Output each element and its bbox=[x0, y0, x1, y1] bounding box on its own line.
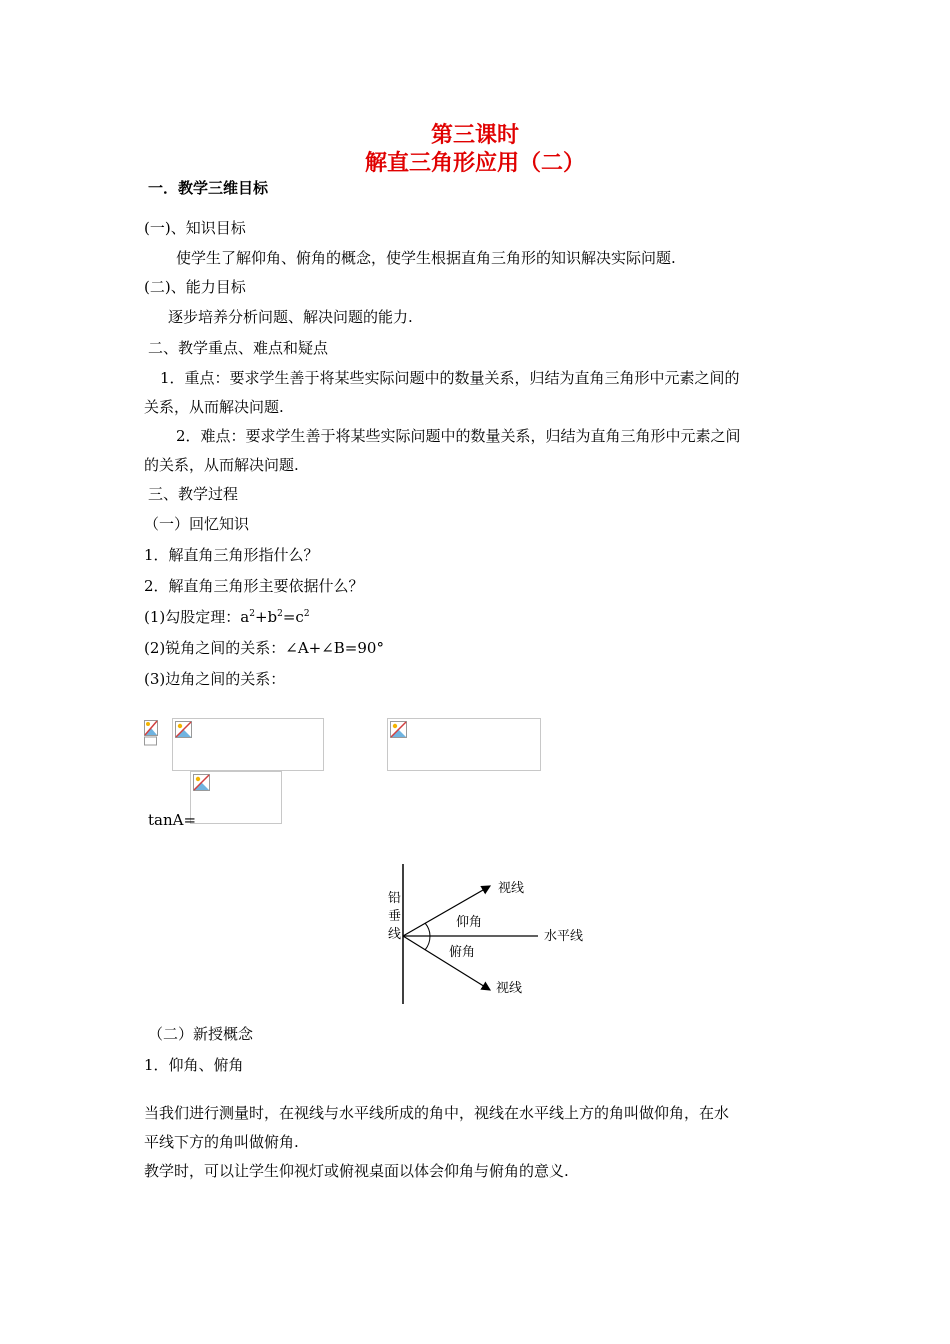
tan-label: tanA= bbox=[148, 811, 197, 829]
sight-line-down bbox=[403, 936, 490, 990]
new-concept-heading: （二）新授概念 bbox=[148, 1025, 254, 1043]
sight-label-bottom: 视线 bbox=[496, 981, 523, 996]
sight-label-top: 视线 bbox=[498, 881, 525, 896]
section3-heading: 三、教学过程 bbox=[148, 485, 239, 503]
formula-image-cosA bbox=[387, 718, 541, 771]
knowledge-text: 使学生了解仰角、俯角的概念，使学生根据直角三角形的知识解决实际问题. bbox=[176, 249, 676, 267]
difficulty-line1: 2．难点：要求学生善于将某些实际问题中的数量关系，归结为直角三角形中元素之间 bbox=[176, 427, 741, 445]
vertical-label-1: 铅 bbox=[388, 891, 402, 906]
title-line2: 解直三角形应用（二） bbox=[364, 151, 585, 176]
title-line1: 第三课时 bbox=[430, 123, 519, 148]
formula-image-sinA bbox=[172, 718, 324, 771]
broken-image-icon bbox=[144, 720, 160, 738]
side-angle-relation: (3)边角之间的关系： bbox=[144, 670, 286, 688]
key-point-line1: 1．重点：要求学生善于将某些实际问题中的数量关系，归结为直角三角形中元素之间的 bbox=[160, 369, 740, 387]
knowledge-heading: (一)、知识目标 bbox=[144, 219, 246, 237]
broken-image-icon bbox=[390, 721, 408, 739]
depression-arc bbox=[425, 936, 430, 950]
broken-image-icon bbox=[175, 721, 193, 739]
concept-item-1: 1．仰角、俯角 bbox=[144, 1056, 244, 1074]
depression-label: 俯角 bbox=[449, 945, 476, 960]
key-point-line2: 关系，从而解决问题. bbox=[144, 398, 284, 416]
question-1: 1．解直角三角形指什么？ bbox=[144, 546, 319, 564]
broken-image-icon bbox=[193, 774, 211, 792]
elevation-arc bbox=[425, 923, 430, 936]
ability-heading: (二)、能力目标 bbox=[144, 278, 246, 296]
question-2: 2．解直角三角形主要依据什么？ bbox=[144, 577, 364, 595]
vertical-label-2: 垂 bbox=[388, 909, 402, 924]
definition-line1: 当我们进行测量时，在视线与水平线所成的角中，视线在水平线上方的角叫做仰角，在水 bbox=[144, 1104, 730, 1122]
vertical-label-3: 线 bbox=[388, 927, 402, 942]
section2-heading: 二、教学重点、难点和疑点 bbox=[148, 339, 329, 357]
elevation-label: 仰角 bbox=[456, 915, 483, 930]
formula-image-tanA bbox=[190, 771, 282, 824]
ability-text: 逐步培养分析问题、解决问题的能力. bbox=[168, 308, 413, 326]
review-heading: （一）回忆知识 bbox=[144, 515, 250, 533]
teaching-note: 教学时，可以让学生仰视灯或俯视桌面以体会仰角与俯角的意义. bbox=[144, 1162, 569, 1180]
horizontal-label: 水平线 bbox=[544, 929, 584, 944]
pythagorean-theorem: (1)勾股定理：$a^2+b^2=c^2$ bbox=[144, 608, 310, 626]
difficulty-line2: 的关系，从而解决问题. bbox=[144, 456, 299, 474]
definition-line2: 平线下方的角叫做俯角. bbox=[144, 1133, 299, 1151]
elevation-depression-diagram bbox=[360, 858, 600, 1010]
acute-angle-relation: (2)锐角之间的关系：∠A+∠B=90° bbox=[144, 639, 384, 657]
section1-heading: 一．教学三维目标 bbox=[148, 179, 269, 197]
